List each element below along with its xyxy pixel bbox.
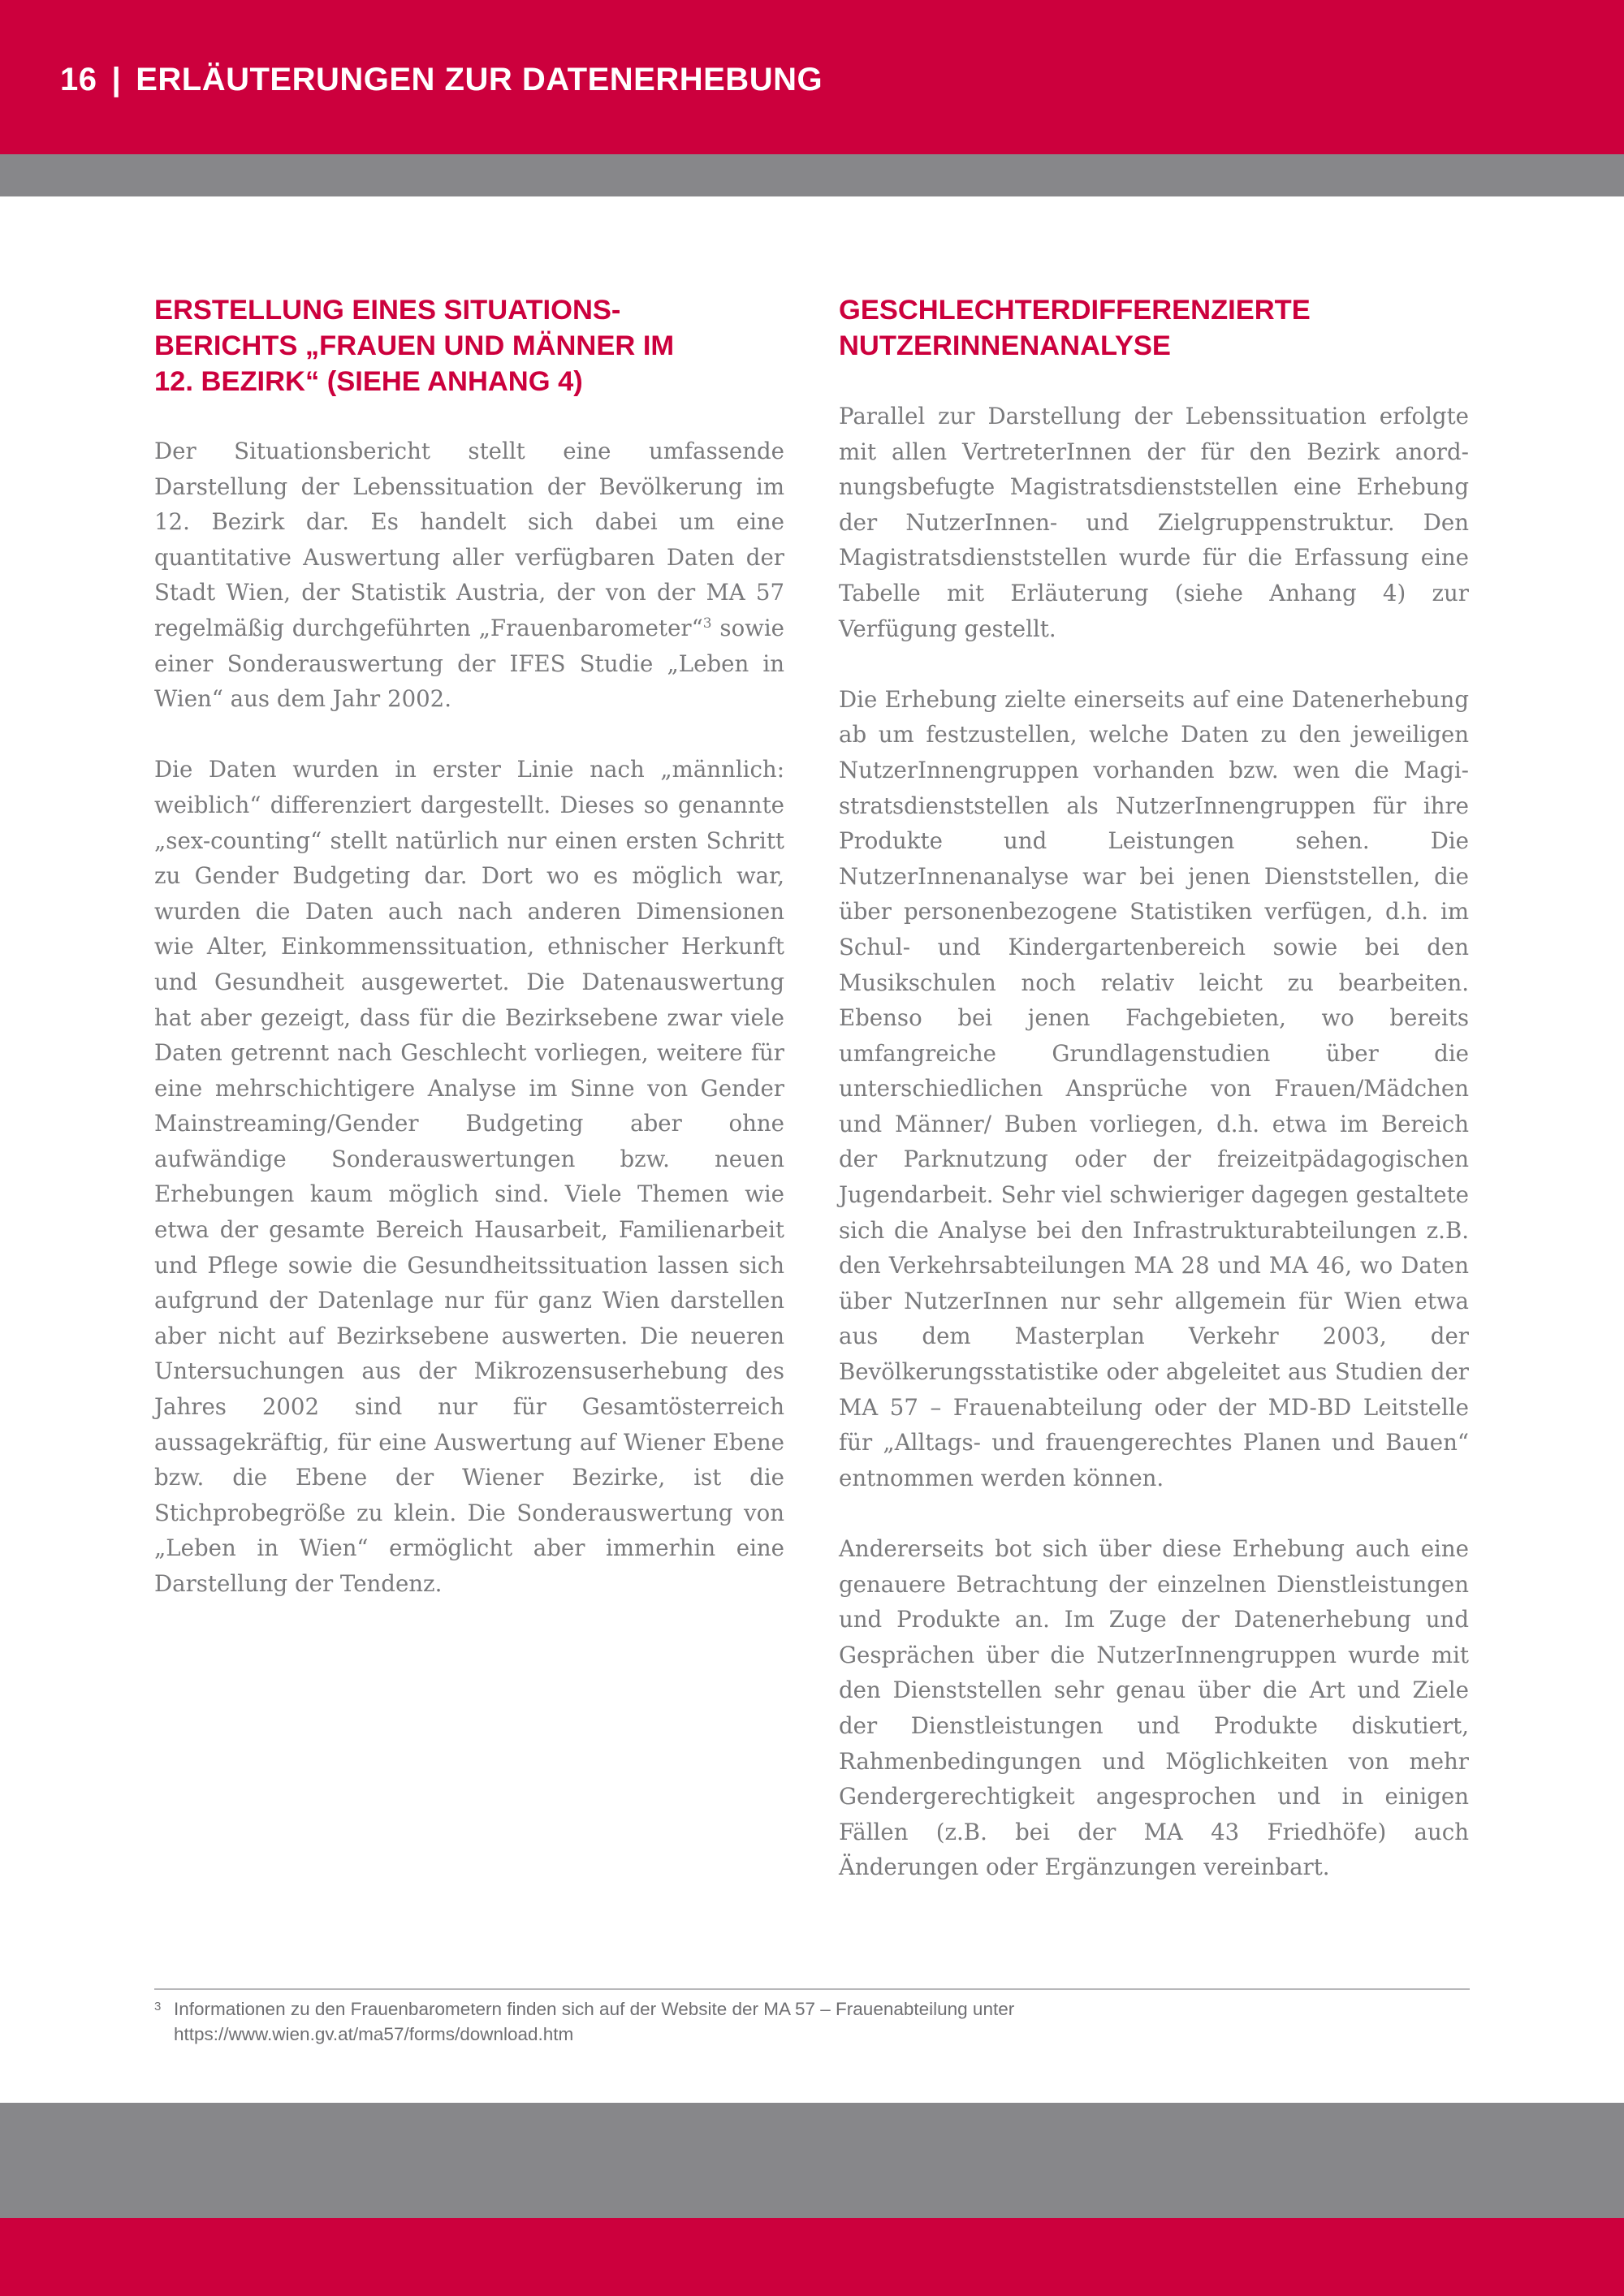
left-column [154, 292, 784, 1602]
body-paragraph: Andererseits bot sich über diese Erhebung auch eine genauere Betrachtung der einzelnen Dienstleistungen und Produkte an. Im Zuge der Datenerhebung und Gesprächen über die NutzerInnengruppen wurde mit den Dienststellen sehr genau über die Art und Ziele der Dienstleistungen und Produkte diskutiert, Rahmenbedingungen und Möglichkeiten von mehr Gendergerechtigkeit angesprochen und in einigen Fällen (z.B. bei der MA 43 Friedhöfe) auch Änderungen oder Ergänzungen vereinbart. [839, 1535, 1469, 1881]
header-separator: | [111, 62, 122, 97]
user-analysis-heading [839, 292, 1469, 364]
right-column [839, 292, 1469, 1885]
footnote-reference: 3 [702, 615, 712, 632]
footer-grey-band [0, 2103, 1624, 2218]
footnote-number: 3 [154, 2000, 162, 2013]
body-paragraph [154, 434, 784, 717]
footnote-url[interactable]: https://www.wien.gv.at/ma57/forms/download.htm [174, 2024, 574, 2044]
footer-red-band [0, 2218, 1624, 2296]
body-paragraph: Die Erhebung zielte einerseits auf eine Datenerhebung ab um festzustellen, welche Daten zu den jeweiligen NutzerInnengruppen vorhanden bzw. wen die Magistratsdienststellen als NutzerInnengruppen für ihre Produkte und Leistungen sehen. Die NutzerInnenanalyse war bei jenen Dienststellen, die über personenbezogene Statistiken verfügen, d.h. im Schul- und Kindergartenbereich sowie bei den Musikschulen noch relativ leicht zu bearbeiten. Ebenso bei jenen Fachgebieten, wo bereits umfangreiche Grundlagenstudien über die unterschiedlichen Ansprüche von Frauen/Mädchen und Männer/ Buben vorliegen, d.h. etwa im Bereich der Parknutzung oder der freizeitpädagogischen Jugendarbeit. Sehr viel schwieriger dagegen gestaltete sich die Analyse bei den Infrastrukturabteilungen z.B. den Verkehrsabteilungen MA 28 und MA 46, wo Daten über NutzerInnen nur sehr allgemein für Wien etwa aus dem Masterplan Verkehr 2003, der Bevölkerungsstatistike oder abgeleitet aus Studien der MA 57 – Frauenabteilung oder der MD-BD Leitstelle für „Alltags- und frauengerechtes Planen und Bauen“ entnommen werden können. [839, 685, 1469, 1491]
heading-line: ERSTELLUNG EINES SITUATIONS- [154, 295, 621, 326]
footnote-line: Informationen zu den Frauenbarometern finden sich auf der Website der MA 57 – Frauenabteilung unter [174, 1999, 1015, 2019]
header-bar [0, 0, 1624, 154]
section-title: ERLÄUTERUNGEN ZUR DATENERHEBUNG [136, 62, 823, 97]
body-paragraph: Parallel zur Darstellung der Lebenssituation erfolgte mit allen VertreterInnen der für den Bezirk anordnungsbefugte Magistratsdienststellen eine Erhebung der NutzerInnen- und Zielgruppenstruktur. Den Magistratsdienststellen wurde für die Erfassung eine Tabelle mit Erläuterung (siehe Anhang 4) zur Verfügung gestellt. [839, 403, 1469, 642]
paragraph-text: sowie einer Sonderauswertung der IFES Studie „Leben in Wien“ aus dem Jahr 2002. [154, 614, 784, 713]
paragraph-text: Der Situationsbericht stellt eine umfassende Darstellung der Lebenssituation der Bevölkerung im 12. Bezirk dar. Es handelt sich dabei um eine quantitative Auswertung aller verfügbaren Daten der Stadt Wien, der Statistik Austria, der von der MA 57 regelmäßig durchgeführten „Frauenbarometer“ [154, 438, 784, 641]
footnote [154, 1996, 1470, 2047]
body-paragraph: Die Daten wurden in erster Linie nach „männlich: weiblich“ differenziert dargestellt. Dieses so genannte „sex-counting“ stellt natürlich nur einen ersten Schritt zu Gender Budgeting dar. Dort wo es möglich war, wurden die Daten auch nach anderen Dimensionen wie Alter, Einkommenssituation, ethnischer Herkunft und Gesundheit ausgewertet. Die Datenauswertung hat aber gezeigt, dass für die Bezirksebene zwar viele Daten getrennt nach Geschlecht vorliegen, weitere für eine mehrschichtigere Analyse im Sinne von Gender Mainstreaming/Gender Budgeting aber ohne aufwändige Sonderauswertungen bzw. neuen Erhebungen kaum möglich sind. Viele Themen wie etwa der gesamte Bereich Hausarbeit, Familienarbeit und Pflege sowie die Gesundheitssituation lassen sich aufgrund der Datenlage nur für ganz Wien darstellen aber nicht auf Bezirksebene auswerten. Die neueren Untersuchungen aus der Mikrozensuserhebung des Jahres 2002 sind nur für Gesamtösterreich aussagekräftig, für eine Auswertung auf Wiener Ebene bzw. die Ebene der Wiener Bezirke, ist die Stichprobegröße zu klein. Die Sonderauswertung von „Leben in Wien“ ermöglicht aber immerhin eine Darstellung der Tendenz. [154, 756, 784, 1597]
heading-line: GESCHLECHTERDIFFERENZIERTE [839, 295, 1311, 326]
heading-line: BERICHTS „FRAUEN UND MÄNNER IM [154, 330, 675, 361]
heading-line: NUTZERINNENANALYSE [839, 330, 1171, 361]
footnote-divider [154, 1988, 1470, 1990]
header-grey-band [0, 154, 1624, 196]
heading-line: 12. BEZIRK“ (SIEHE ANHANG 4) [154, 366, 583, 397]
footnote-text [174, 1996, 1470, 2047]
page-number: 16 [60, 62, 97, 97]
situation-report-heading [154, 292, 784, 399]
page-header-title [60, 60, 823, 99]
